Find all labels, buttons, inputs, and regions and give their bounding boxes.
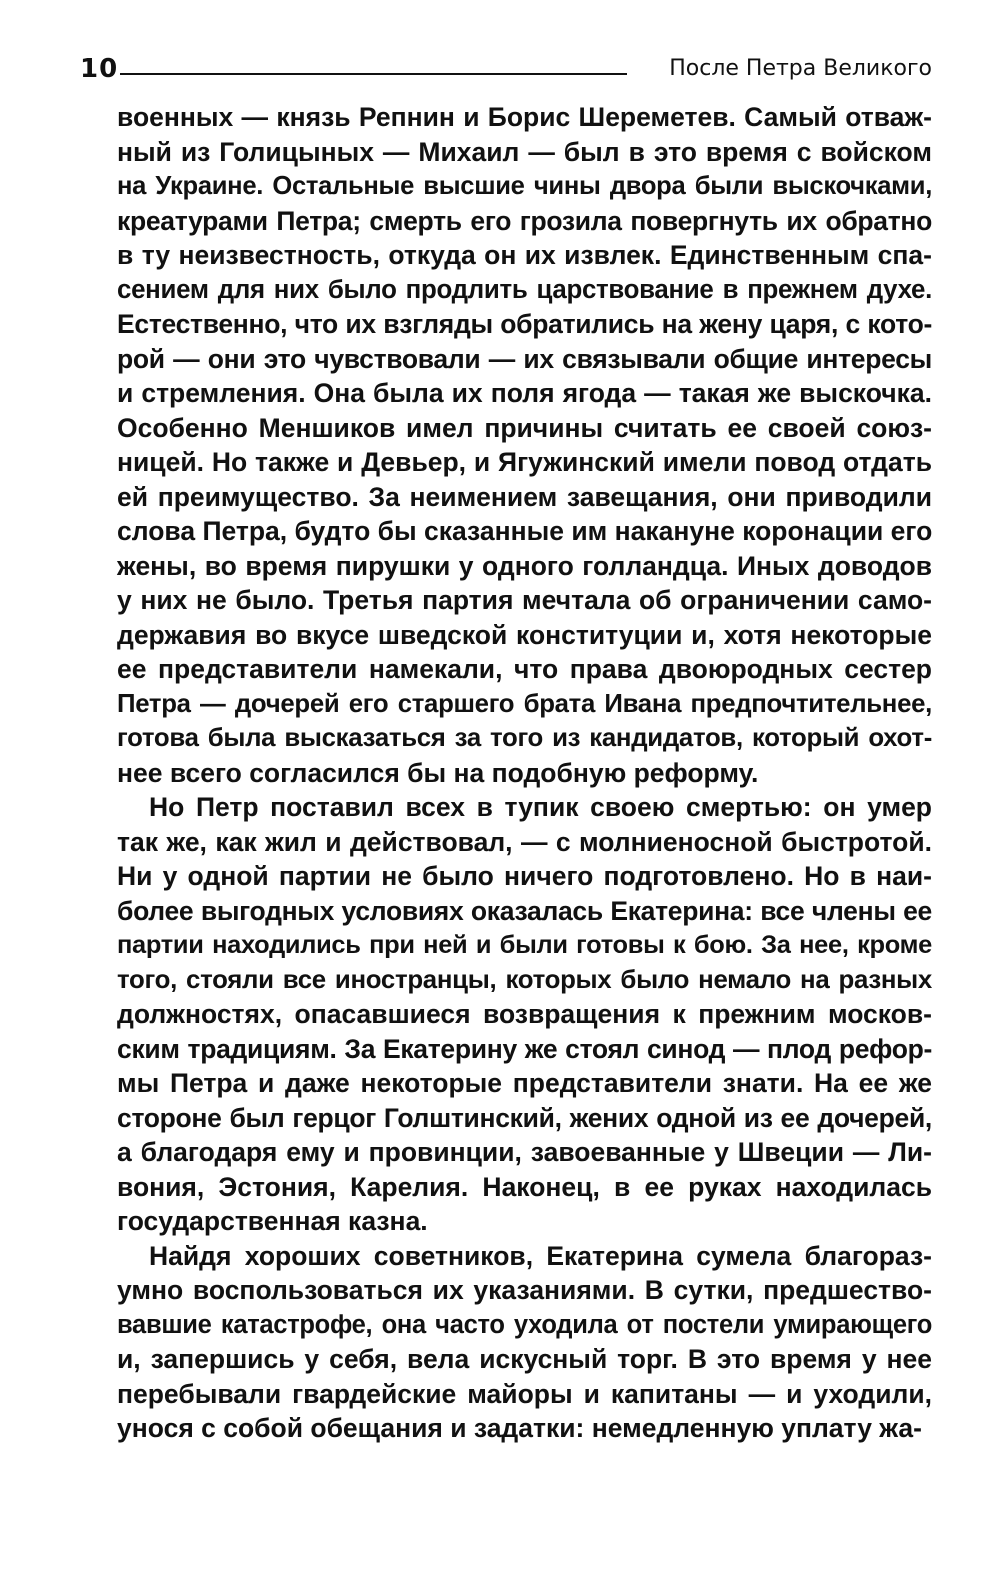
text-line: а благодаря ему и провинции, завоеванные у Швеции — Ли- xyxy=(117,1137,932,1167)
text-line: на Украине. Остальные высшие чины двора были выскочками, xyxy=(117,172,932,200)
running-head xyxy=(80,52,932,86)
text-line: слова Петра, будто бы сказанные им накануне коронации его xyxy=(117,516,933,546)
text-line: стороне был герцог Голштинский, жених одной из ее дочерей, xyxy=(117,1102,932,1133)
text-line: в ту неизвестность, откуда он их извлек. Единственным спа- xyxy=(117,240,932,270)
text-line: нее всего согласился бы на подобную реформу. xyxy=(117,757,759,788)
text-line: ей преимущество. За неимением завещания, они приводили xyxy=(117,481,932,512)
text-line: Естественно, что их взгляды обратились на жену царя, с кото- xyxy=(117,309,932,339)
text-line: перебывали гвардейские майоры и капитаны — и уходили, xyxy=(117,1378,932,1409)
text-line: готова была высказаться за того из кандидатов, который охот- xyxy=(117,724,932,752)
text-line: умно воспользоваться их указаниями. В сутки, предшество- xyxy=(117,1275,932,1305)
running-title: После Петра Великого xyxy=(669,56,932,81)
text-line: державия во вкусе шведской конституции и, хотя некоторые xyxy=(117,619,932,650)
text-line: сением для них было продлить царствование в прежнем духе. xyxy=(117,275,932,304)
text-line: вония, Эстония, Карелия. Наконец, в ее руках находилась xyxy=(117,1171,932,1202)
text-line: и, запершись у себя, вела искусный торг. В это время у нее xyxy=(117,1344,932,1374)
text-line: государственная казна. xyxy=(117,1206,428,1236)
text-line: мы Петра и даже некоторые представители знати. На ее же xyxy=(117,1068,932,1098)
text-line: вавшие катастрофе, она часто уходила от постели умирающего xyxy=(117,1310,932,1339)
text-line: Но Петр поставил всех в тупик своею смертью: он умер xyxy=(149,792,932,822)
body-text xyxy=(117,100,932,1446)
paragraph xyxy=(117,1239,932,1446)
text-line: рой — они это чувствовали — их связывали общие интересы xyxy=(117,343,932,374)
text-line: должностях, опасавшиеся возвращения к прежним москов- xyxy=(117,999,932,1029)
text-line: Петра — дочерей его старшего брата Ивана предпочтительнее, xyxy=(117,689,932,718)
text-line: жены, во время пирушки у одного голландца. Иных доводов xyxy=(117,550,932,581)
paragraph xyxy=(117,100,932,790)
text-line: ее представители намекали, что права двоюродных сестер xyxy=(117,654,932,684)
text-line: ный из Голицыных — Михаил — был в это время с войском xyxy=(117,136,932,167)
text-line: ницей. Но также и Девьер, и Ягужинский имели повод отдать xyxy=(117,447,932,477)
text-line: Ни у одной партии не было ничего подготовлено. Но в наи- xyxy=(117,861,932,891)
text-line: унося с собой обещания и задатки: немедленную уплату жа- xyxy=(117,1413,922,1443)
paragraph xyxy=(117,790,932,1239)
text-line: и стремления. Она была их поля ягода — такая же выскочка. xyxy=(117,378,932,408)
text-line: так же, как жил и действовал, — с молниеносной быстротой. xyxy=(117,826,932,857)
text-line: у них не было. Третья партия мечтала об ограничении само- xyxy=(117,585,932,615)
text-line: Особенно Меншиков имел причины считать ее своей союз- xyxy=(117,412,932,443)
text-line: Найдя хороших советников, Екатерина сумела благораз- xyxy=(149,1240,932,1271)
text-line: партии находились при ней и были готовы к бою. За нее, кроме xyxy=(117,931,932,959)
text-line: того, стояли все иностранцы, которых было немало на разных xyxy=(117,965,932,994)
page-number: 10 xyxy=(80,54,119,84)
text-line: креатурами Петра; смерть его грозила повергнуть их обратно xyxy=(117,205,932,236)
header-rule xyxy=(120,73,627,75)
text-line: ским традициям. За Екатерину же стоял синод — плод рефор- xyxy=(117,1033,932,1064)
text-line: более выгодных условиях оказалась Екатерина: все члены ее xyxy=(117,895,932,926)
text-line: военных — князь Репнин и Борис Шереметев. Самый отваж- xyxy=(117,102,932,132)
